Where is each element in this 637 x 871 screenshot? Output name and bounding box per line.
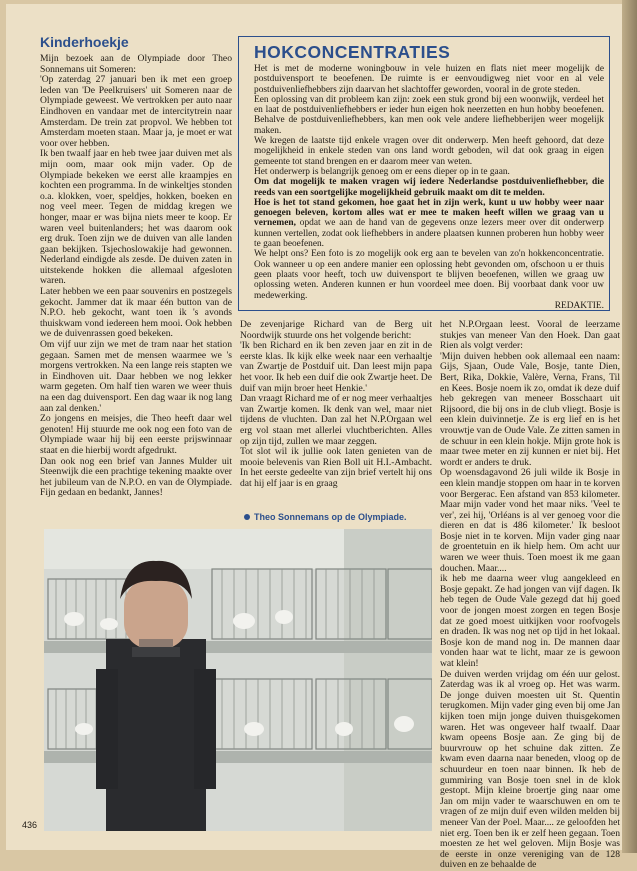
bold-text: Hoe is het tot stand gekomen, hoe gaat het in zijn werk, kunt u uw hobby weer naar genoegen beleven, kortom alles wat er mee te maken heeft willen we graag van u vernemen,	[254, 197, 604, 229]
paragraph: De duiven werden vrijdag om één uur gelost. Zaterdag was ik al vroeg op. Het was warm. De jonge duiven moesten uit St. Quentin terugkomen. Mijn vader ging even bij ome Jan kijken toen mijn jonge duiven thuisgekomen waren. Het was ongeveer half twaalf. Daar kwam opeens Bosje aan. Ze ging bij de buurvrouw op het schuine dak zitten. Ze kwam even daarna naar beneden, vloog op de schuurdeur en toen naar binnen. Ik heb de gummiring van Bosje toen snel in de klok gestopt. Mijn kleine broertje ging naar ome Jan om mijn vader te waarschuwen en om te vragen of ze mijn duif even wilden melden bij meneer Van der Poel. Maar.... ze geloofden het niet erg. Toen ben ik er zelf heen gegaan. Toen moesten ze het wel geloven. Mijn Bosje was de eerste in onze vereniging van de 128 duiven en ze behaalde de	[440, 668, 620, 871]
bold-text: Om dat mogelijk te maken vragen wij iedere Nederlandse postduivenliefhebber, die reeds van een soortgelijke mogelijkheid gebruik maakt om dit te melden.	[254, 177, 604, 198]
caption-text: Theo Sonnemans op de Olympiade.	[254, 512, 407, 522]
page-edge	[622, 0, 637, 853]
signature: REDAKTIE.	[554, 300, 604, 311]
paragraph: Het onderwerp is belangrijk genoeg om er eens dieper op in te gaan.	[254, 166, 510, 177]
paragraph: ik heb me daarna weer vlug aangekleed en Bosje gepakt. Ze had jongen van vijf dagen. Ik heb tegen de Oude Vale gezegd dat hij goed voor de jongen moest zorgen en tegen Bosje dat ze goed moest uitkijken voor roofvogels en draden. Ik was nog net op tijd in het lokaal. Bosje kon de mand nog in. De mannen daar vonden haar wat te licht, maar ze is gewoon wat klein!	[440, 573, 620, 669]
article-body	[254, 64, 604, 311]
paragraph: Ik ben twaalf jaar en heb twee jaar duiven met als mijn oom, maar ook mijn vader. Op de Olympiade bekeken we eerst alle kraampjes en kochten een programma. In de winkeltjes stonden o.a. klokken, voer, speldjes, hokken, boeken en nog veel meer. Tegen de middag kregen we honger, maar er was bijna niets meer te koop. Er waren veel buitenlanders; het was daarom ook erg druk. Toen zijn we de duiven van alle landen gaan bekijken. Tsjechoslowakije had gewonnen. Nederland eindigde als zesde. De duiven zaten in uitstekende hokken die allemaal afgesloten waren.	[40, 148, 232, 287]
paragraph: Op woensdagavond 26 juli wilde ik Bosje in een klein mandje stoppen om haar in te korven voor Bergerac. Een afstand van 853 kilometer. Maar mijn vader vond het maar niks. 'Veel te ver', zei hij, 'Orléans is al ver genoeg voor die dieren en dat is 486 kilometer.' Ik besloot Bosje niet in te korven. Mijn vader ging naar de groentetuin en ik hielp hem. Om acht uur waren we weer thuis. Toen moest ik me gaan douchen. Maar....	[440, 467, 620, 574]
paragraph: Tot slot wil ik jullie ook laten genieten van de mooie belevenis van Rien Boll uit H.I.-Ambacht. In het eerste gedeelte van zijn brief vertelt hij ons dat hij elf jaar is en graag	[240, 446, 432, 489]
photo-image	[44, 529, 432, 831]
right-column	[440, 320, 620, 871]
paragraph: Het is met de moderne woningbouw in vele huizen en flats niet meer mogelijk de postduivensport te beoefenen. De ruimte is er eenvoudigweg niet voor en al vele postduivenliefhebbers zijn daarvan het slachtoffer geworden, vooral in de grote steden.	[254, 64, 604, 95]
paragraph: Zo jongens en meisjes, die Theo heeft daar wel genoten! Hij stuurde me ook nog een foto van de Olympiade waar hij bij een eerste prijswinnaar staat en die hierbij wordt afgedrukt.	[40, 413, 232, 456]
page-number: 436	[22, 820, 38, 830]
paragraph: Een oplossing van dit probleem kan zijn: zoek een stuk grond bij een woonwijk, verdeel het en laat de postduivenliefhebbers er ieder hun eigen hok neerzetten en hun hobby beoefenen. Behalve de postduivenliefhebbers, kan men ook vele andere liefhebberijen weer mogelijk maken.	[254, 94, 604, 136]
paragraph: Om vijf uur zijn we met de tram naar het station gegaan. Samen met de mensen waarmee we 's morgens vertrokken. Na een lange reis stapten we in Eindhoven uit. Daar hebben we nog lekker warm gegeten. Om half tien waren we weer thuis na een dag duivensport. Een dag waar ik nog lang aan zal denken.'	[40, 339, 232, 414]
left-column	[40, 54, 232, 499]
photo	[44, 529, 432, 831]
paragraph: De zevenjarige Richard van de Berg uit Noordwijk stuurde ons het volgende bericht:	[240, 319, 432, 341]
body-text: opdat we aan de hand van de gegevens onze lezers meer over dit onderwerp kunnen vertellen, zodat ook liefhebbers in andere plaatsen kunnen proberen hun hobby weer te gaan beoefenen.	[254, 218, 604, 250]
paragraph: 'Op zaterdag 27 januari ben ik met een groep leden van 'De Peelkruisers' uit Someren naar de Olympiade geweest. We vertrokken per auto naar Eindhoven en vandaar met de intercitytrein naar Amsterdam. De trein zat propvol. We hebben tot Amsterdam moeten staan. Maar ja, je moet er wat voor over hebben.	[40, 74, 232, 149]
section-title: Kinderhoekje	[40, 34, 129, 50]
bullet-icon	[244, 514, 250, 520]
paragraph: Mijn bezoek aan de Olympiade door Theo Sonnemans uit Someren:	[40, 53, 232, 75]
paragraph: 'Ik ben Richard en ik ben zeven jaar en zit in de eerste klas. Ik kijk elke week naar een verhaaltje van Zwartje de Postduif uit. Dan leest mijn papa het voor. Ik heb een duif die ook Zwartje heet. De duif van mijn broer heet Henkie.'	[240, 340, 432, 394]
paragraph: Later hebben we een paar souvenirs en postzegels gekocht. Jammer dat ik maar één button van de N.P.O. heb gekocht, want toen ik 's avonds thuiskwam vond iedereen hem mooi. Ook hebben we de duivenrassen goed bekeken.	[40, 286, 232, 340]
paragraph: Dan vraagt Richard me of er nog meer verhaaltjes van Zwartje komen. Ik denk van wel, maar niet tijdens de vluchten. Dan zal het N.P.Orgaan wel erg vol staan met allerlei vluchtberichten. Alles op zijn tijd, zullen we maar zeggen.	[240, 393, 432, 447]
paragraph: het N.P.Orgaan leest. Vooral de leerzame stukjes van meneer Van den Hoek. Dan gaat Rien als volgt verder:	[440, 319, 620, 352]
paragraph: 'Mijn duiven hebben ook allemaal een naam: Gijs, Sjaan, Oude Vale, Bosje, tante Dien, Bert, Rika, Dokkie, Valère, Verna, Frans, Til en Kees. Bosje noem ik zo, omdat ik deze duif heb gekregen van meneer Bosschaart uit Rijsoord, die bij ons in de club vliegt. Bosje is een klein duivinnetje. Ze is erg lief en is het vrouwtje van de Oude Vale. Ze zitten samen in de schuur in een klein hokje. Mijn grote hok is maar twee meter en zij kunnen er niet bij. Het wordt er anders te druk.	[440, 350, 620, 468]
paragraph: We kregen de laatste tijd enkele vragen over dit onderwerp. Men heeft gehoord, dat deze mogelijkheid in enkele steden van ons land wordt geboden, wil dat ook graag in eigen gemeente tot stand brengen en er daarom meer van weten.	[254, 136, 604, 167]
paragraph	[254, 198, 604, 249]
paragraph: Dan ook nog een brief van Jannes Mulder uit Steenwijk die een prachtige tekening maakte over het jubileum van de N.P.O. en van de Olympiade. Fijn gedaan en bedankt, Jannes!	[40, 455, 232, 499]
middle-column	[240, 320, 432, 490]
paragraph: We helpt ons? Een foto is zo mogelijk ook erg aan te bevelen van zo'n hokkenconcentratie. Ook wanneer u op een andere manier een oplossing hebt gevonden om, ofschoon u er thuis geen plaats voor heeft, toch uw duivensport te blijven beoefenen, willen we graag uw oplossing weten. Anderen kunnen er hun voordeel mee doen. Bij voorbaat dank voor uw medewerking.	[254, 249, 604, 301]
photo-caption	[244, 512, 434, 522]
paragraph	[254, 177, 604, 198]
article-title: HOKCONCENTRATIES	[254, 42, 451, 62]
